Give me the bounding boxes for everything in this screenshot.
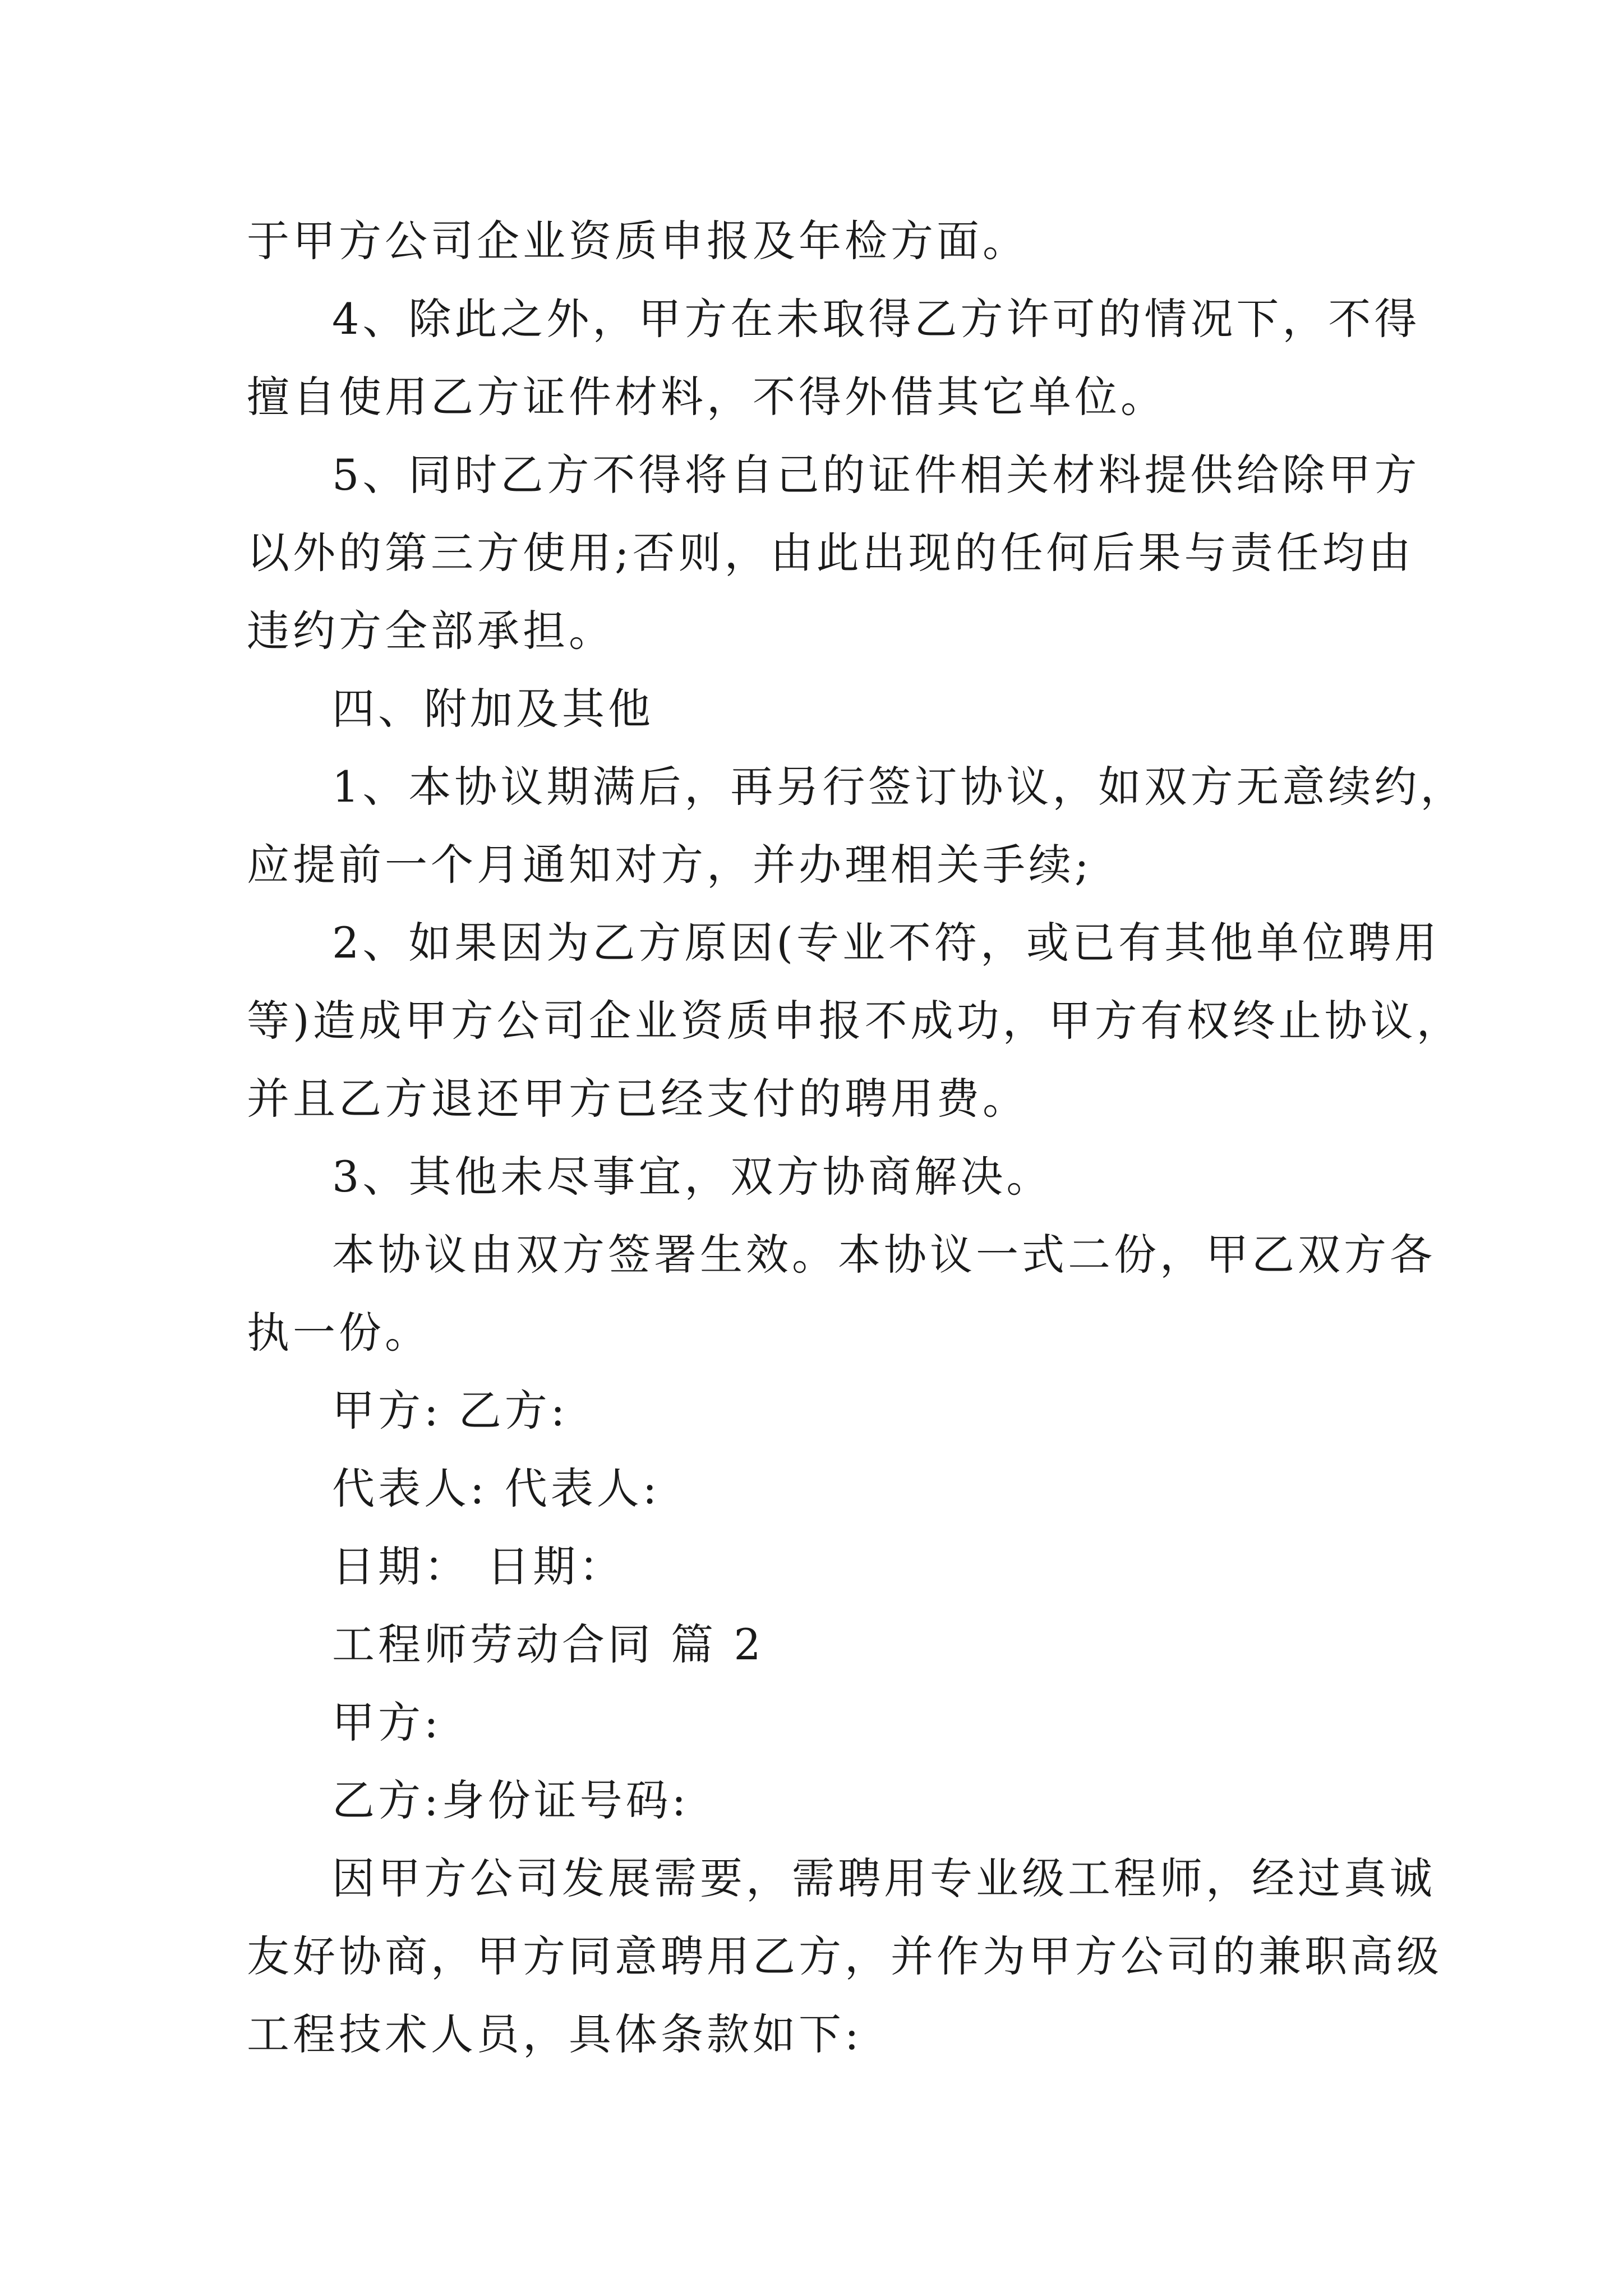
signature-party-line: 甲方: 乙方:: [332, 1386, 569, 1435]
document-body: [247, 202, 1467, 2073]
text-line: 执一份。: [247, 1308, 431, 1358]
text-line: 4、除此之外，甲方在未取得乙方许可的情况下，不得: [332, 294, 1421, 344]
text-line: 以外的第三方使用;否则，由此出现的任何后果与责任均由: [247, 528, 1414, 578]
text-line: 违约方全部承担。: [247, 606, 615, 656]
text-line: 工程技术人员，具体条款如下:: [247, 2009, 863, 2059]
text-line: 3、其他未尽事宜，双方协商解决。: [332, 1152, 1053, 1202]
text-line: 因甲方公司发展需要，需聘用专业级工程师，经过真诚: [332, 1853, 1436, 1903]
text-line: 等)造成甲方公司企业资质申报不成功，甲方有权终止协议，: [247, 996, 1463, 1046]
signature-date-line: 日期： 日期：: [332, 1542, 625, 1591]
signature-representative-line: 代表人: 代表人:: [332, 1464, 661, 1513]
text-line: 并且乙方退还甲方已经支付的聘用费。: [247, 1074, 1029, 1124]
text-line: 5、同时乙方不得将自己的证件相关材料提供给除甲方: [332, 450, 1421, 500]
contract-title: 工程师劳动合同 篇 2: [332, 1619, 764, 1669]
text-line: 擅自使用乙方证件材料，不得外借其它单位。: [247, 372, 1166, 422]
text-line: 应提前一个月通知对方，并办理相关手续;: [247, 840, 1092, 890]
text-line: 于甲方公司企业资质申报及年检方面。: [247, 216, 1029, 266]
text-line: 本协议由双方签署生效。本协议一式二份，甲乙双方各: [332, 1230, 1436, 1280]
text-line: 2、如果因为乙方原因(专业不符，或已有其他单位聘用: [332, 918, 1441, 968]
party-a-line: 甲方:: [332, 1697, 442, 1747]
text-line: 友好协商，甲方同意聘用乙方，并作为甲方公司的兼职高级: [247, 1931, 1442, 1981]
party-b-line: 乙方:身份证号码:: [332, 1775, 690, 1825]
text-line: 1、本协议期满后，再另行签订协议，如双方无意续约，: [332, 762, 1467, 812]
section-heading: 四、附加及其他: [332, 684, 654, 734]
